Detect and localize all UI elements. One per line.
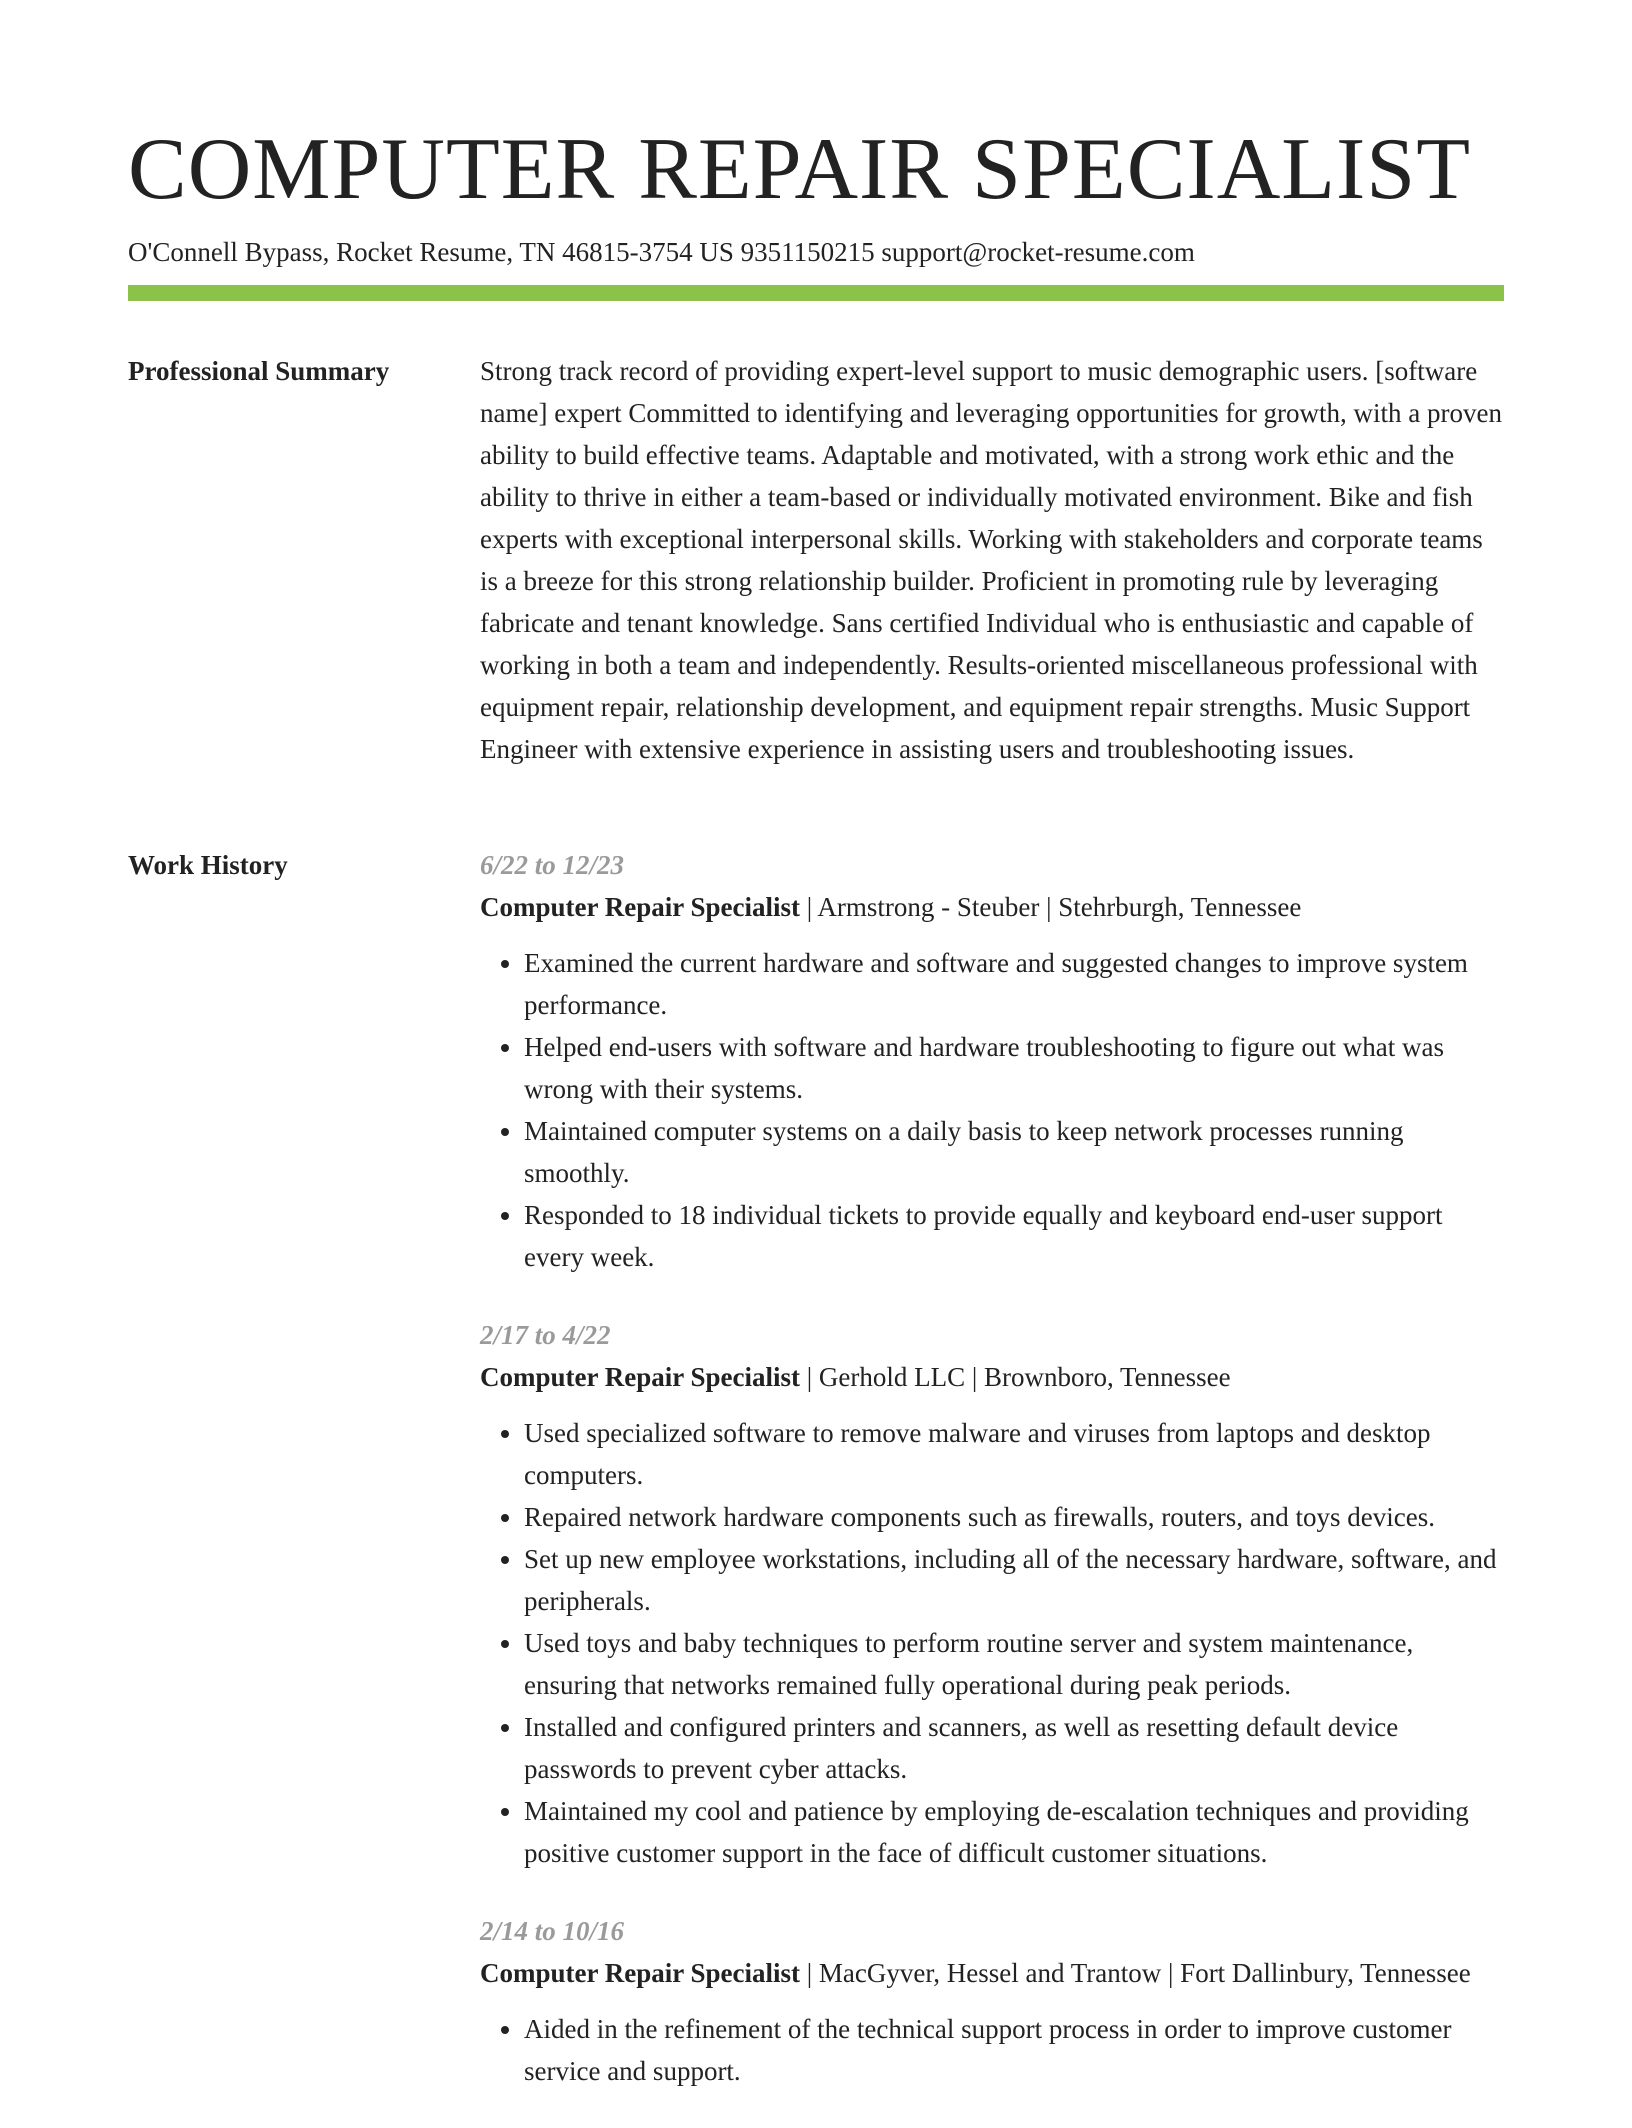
job-dates: 6/22 to 12/23	[480, 850, 625, 880]
job-bullet: • Used specialized software to remove malware and viruses from laptops and desktop computers.	[524, 1412, 1504, 1496]
job-dates: 2/14 to 10/16	[480, 1916, 625, 1946]
job-bullet: • Repaired network hardware components such as firewalls, routers, and toys devices.	[524, 1496, 1504, 1538]
job-details: | Armstrong - Steuber | Stehrburgh, Tennessee	[800, 892, 1302, 922]
job-bullet: • Responded to 18 individual tickets to provide equally and keyboard end-user support every week.	[524, 1194, 1504, 1278]
job-details: | MacGyver, Hessel and Trantow | Fort Dallinbury, Tennessee	[800, 1958, 1471, 1988]
summary-label: Professional Summary	[128, 356, 390, 386]
job-bullet: • Examined the current hardware and software and suggested changes to improve system performance.	[524, 942, 1504, 1026]
summary-content	[480, 350, 1504, 770]
job-bullet: • Maintained computer systems on a daily basis to keep network processes running smoothly.	[524, 1110, 1504, 1194]
job-bullets	[480, 942, 1504, 1278]
job-bullets	[480, 2008, 1504, 2092]
job-entry	[480, 1910, 1504, 2092]
contact-line: O'Connell Bypass, Rocket Resume, TN 46815-3754 US 9351150215 support@rocket-resume.com	[128, 237, 1195, 267]
job-title-line	[480, 886, 1504, 928]
summary-text: Strong track record of providing expert-level support to music demographic users. [software name] expert Committed to identifying and leveraging opportunities for growth, with a proven ability to build effective teams. Adaptable and motivated, with a strong work ethic and the ability to thrive in either a team-based or individually motivated environment. Bike and fish experts with exceptional interpersonal skills. Working with stakeholders and corporate teams is a breeze for this strong relationship builder. Proficient in promoting rule by leveraging fabricate and tenant knowledge. Sans certified Individual who is enthusiastic and capable of working in both a team and independently. Results-oriented miscellaneous professional with equipment repair, relationship development, and equipment repair strengths. Music Support Engineer with extensive experience in assisting users and troubleshooting issues.	[480, 356, 1503, 764]
job-title: Computer Repair Specialist	[480, 1362, 800, 1392]
job-title: Computer Repair Specialist	[480, 892, 800, 922]
job-dates: 2/17 to 4/22	[480, 1320, 611, 1350]
job-bullets	[480, 1412, 1504, 1874]
work-history-content	[480, 844, 1504, 2128]
job-bullet: • Aided in the refinement of the technical support process in order to improve customer service and support.	[524, 2008, 1504, 2092]
job-bullet: • Installed and configured printers and scanners, as well as resetting default device passwords to prevent cyber attacks.	[524, 1706, 1504, 1790]
work-history-label: Work History	[128, 850, 288, 880]
job-bullet: • Helped end-users with software and hardware troubleshooting to figure out what was wrong with their systems.	[524, 1026, 1504, 1110]
job-title: Computer Repair Specialist	[480, 1958, 800, 1988]
resume-header	[128, 118, 1504, 270]
job-entry	[480, 1314, 1504, 1874]
accent-divider	[128, 285, 1504, 301]
job-title-line	[480, 1952, 1504, 1994]
job-bullet: • Maintained my cool and patience by employing de-escalation techniques and providing positive customer support in the face of difficult customer situations.	[524, 1790, 1504, 1874]
candidate-name: COMPUTER REPAIR SPECIALIST	[128, 121, 1471, 218]
job-entry	[480, 844, 1504, 1278]
job-bullet: • Set up new employee workstations, including all of the necessary hardware, software, and peripherals.	[524, 1538, 1504, 1622]
job-bullet: • Used toys and baby techniques to perform routine server and system maintenance, ensuring that networks remained fully operational during peak periods.	[524, 1622, 1504, 1706]
job-details: | Gerhold LLC | Brownboro, Tennessee	[800, 1362, 1231, 1392]
job-title-line	[480, 1356, 1504, 1398]
